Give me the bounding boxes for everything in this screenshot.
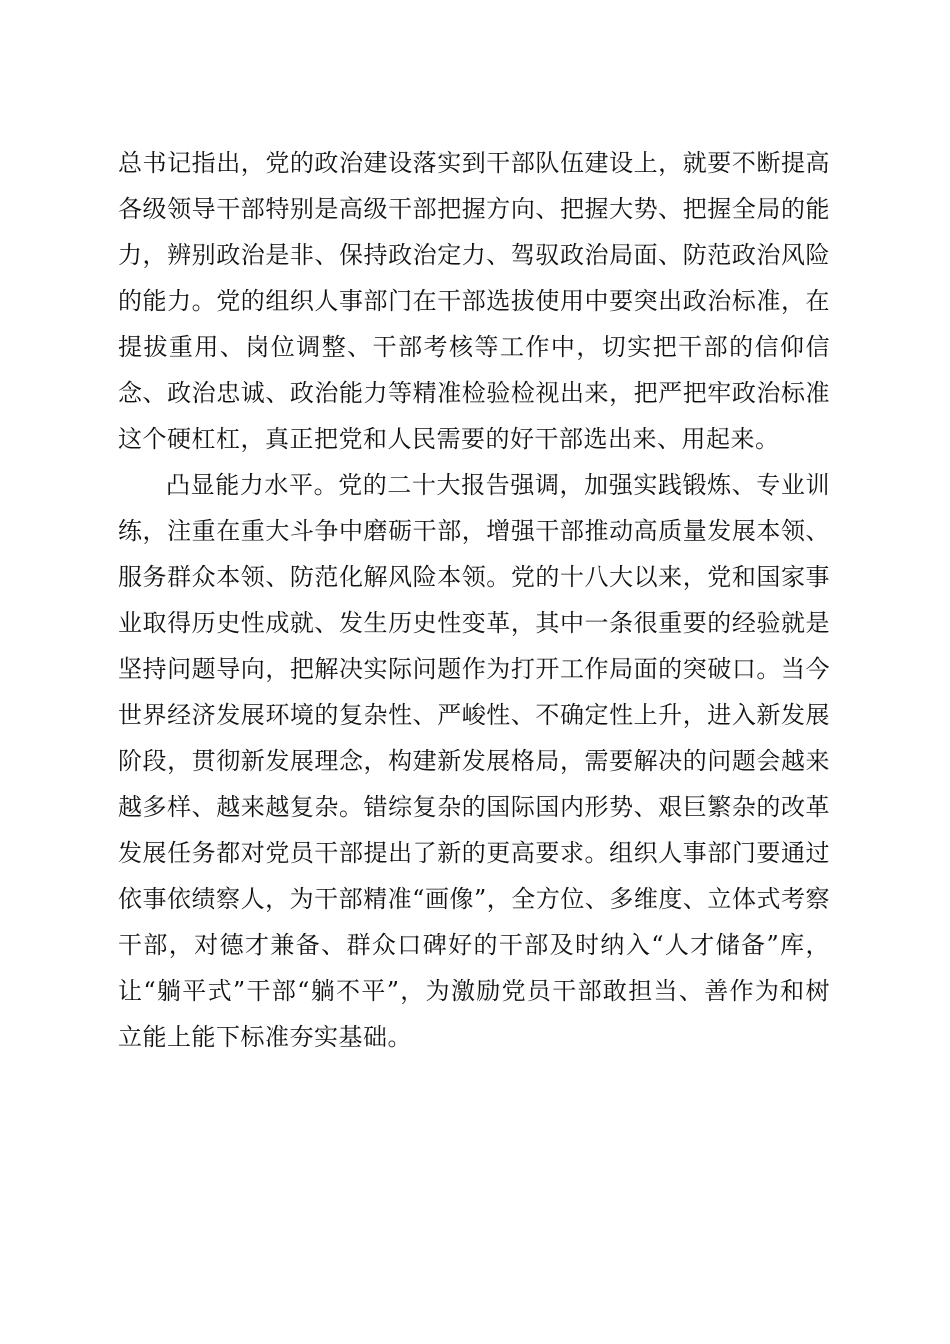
paragraph-ability-level: 凸显能力水平。党的二十大报告强调，加强实践锻炼、专业训练，注重在重大斗争中磨砺干部，增强干部推动高质量发展本领、服务群众本领、防范化解风险本领。党的十八大以来，党和国家事业取得历史性成就、发生历史性变革，其中一条很重要的经验就是坚持问题导向，把解决实际问题作为打开工作局面的突破口。当今世界经济发展环境的复杂性、严峻性、不确定性上升，进入新发展阶段，贯彻新发展理念，构建新发展格局，需要解决的问题会越来越多样、越来越复杂。错综复杂的国际国内形势、艰巨繁杂的改革发展任务都对党员干部提出了新的更高要求。组织人事部门要通过依事依绩察人，为干部精准“画像”，全方位、多维度、立体式考察干部，对德才兼备、群众口碑好的干部及时纳入“人才储备”库，让“躺平式”干部“躺不平”，为激励党员干部敢担当、善作为和树立能上能下标准夯实基础。 <box>118 471 830 1051</box>
document-body <box>118 140 830 1060</box>
paragraph-political-standard: 总书记指出，党的政治建设落实到干部队伍建设上，就要不断提高各级领导干部特别是高级干部把握方向、把握大势、把握全局的能力，辨别政治是非、保持政治定力、驾驭政治局面、防范政治风险的能力。党的组织人事部门在干部选拔使用中要突出政治标准，在提拔重用、岗位调整、干部考核等工作中，切实把干部的信仰信念、政治忠诚、政治能力等精准检验检视出来，把严把牢政治标准这个硬杠杠，真正把党和人民需要的好干部选出来、用起来。 <box>118 149 830 453</box>
